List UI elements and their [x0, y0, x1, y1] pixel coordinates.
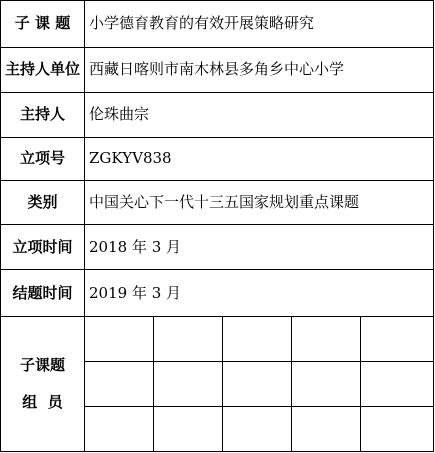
table-row — [1, 1, 434, 48]
project-number-value: ZGKYV838 — [85, 137, 434, 180]
table-row — [1, 270, 434, 317]
member-cell — [361, 407, 434, 452]
members-label-line2: 组 员 — [22, 393, 63, 412]
member-cell — [292, 362, 361, 407]
members-label-line1: 子课题 — [19, 356, 65, 375]
table-row — [1, 225, 434, 270]
table-row — [1, 47, 434, 92]
subtopic-label: 子 课 题 — [1, 1, 85, 48]
member-cell — [223, 317, 292, 362]
member-cell — [154, 317, 223, 362]
host-label: 主持人 — [1, 92, 85, 137]
subtopic-value: 小学德育教育的有效开展策略研究 — [85, 1, 434, 48]
member-cell — [361, 362, 434, 407]
host-unit-label: 主持人单位 — [1, 47, 85, 92]
project-number-label: 立项号 — [1, 137, 85, 180]
approval-time-label: 立项时间 — [1, 225, 85, 270]
member-cell — [85, 407, 154, 452]
host-value: 伦珠曲宗 — [85, 92, 434, 137]
member-cell — [292, 317, 361, 362]
approval-time-value: 2018 年 3 月 — [85, 225, 434, 270]
members-label — [1, 317, 85, 452]
member-cell — [361, 317, 434, 362]
member-cell — [223, 407, 292, 452]
category-value: 中国关心下一代十三五国家规划重点课题 — [85, 180, 434, 225]
table-row — [1, 137, 434, 180]
member-cell — [85, 362, 154, 407]
completion-time-label: 结题时间 — [1, 270, 85, 317]
table-row — [1, 180, 434, 225]
member-cell — [154, 362, 223, 407]
member-cell — [85, 317, 154, 362]
member-row — [1, 317, 434, 362]
category-label: 类别 — [1, 180, 85, 225]
member-cell — [292, 407, 361, 452]
host-unit-value: 西藏日喀则市南木林县多角乡中心小学 — [85, 47, 434, 92]
completion-time-value: 2019 年 3 月 — [85, 270, 434, 317]
member-cell — [223, 362, 292, 407]
member-cell — [154, 407, 223, 452]
table-row — [1, 92, 434, 137]
